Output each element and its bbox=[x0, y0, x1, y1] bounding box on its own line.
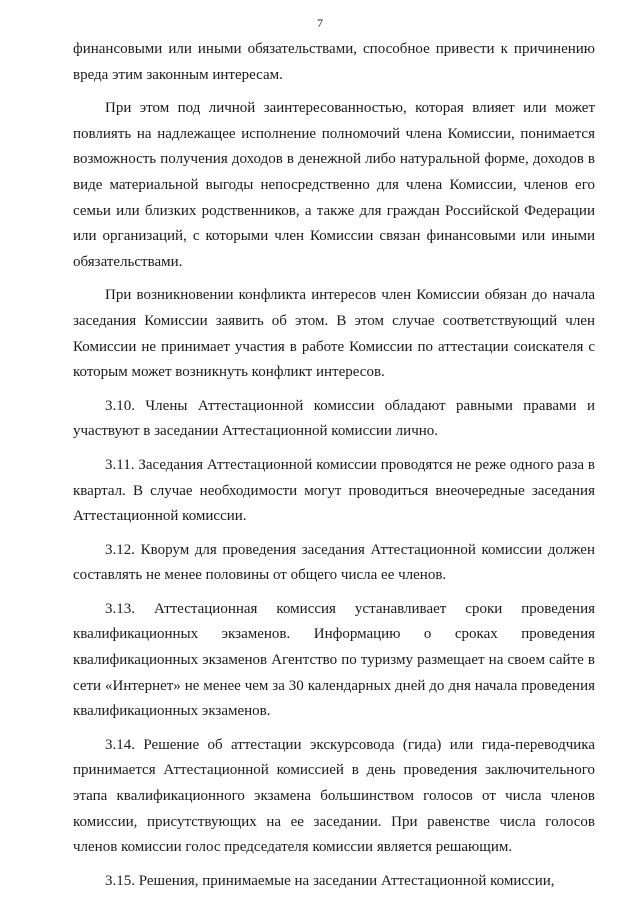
paragraph-3-13: 3.13. Аттестационная комиссия устанавливает сроки проведения квалификационных экзаменов. Информацию о сроках проведения квалификационных экзаменов Агентство по туризму размещает на своем сайте в сети «Интернет» не менее чем за 30 календарных дней до дня начала проведения квалификационных экзаменов. bbox=[73, 600, 595, 720]
paragraph-continuation: финансовыми или иными обязательствами, способное привести к причинению вреда этим законным интересам. bbox=[73, 41, 595, 83]
page-number: 7 bbox=[317, 16, 323, 30]
paragraph-3-15: 3.15. Решения, принимаемые на заседании Аттестационной комиссии, bbox=[105, 872, 555, 889]
paragraph-personal-interest: При этом под личной заинтересованностью, которая влияет или может повлиять на надлежащее исполнение полномочий члена Комиссии, понимается возможность получения доходов в денежной либо натуральной форме, доходов в виде материальной выгоды непосредственно для члена Комиссии, членов его семьи или близких родственников, а также для граждан Российской Федерации или организаций, с которыми член Комиссии связан финансовыми или иными обязательствами. bbox=[73, 100, 595, 270]
paragraph-3-10: 3.10. Члены Аттестационной комиссии обладают равными правами и участвуют в заседании Аттестационной комиссии лично. bbox=[73, 397, 595, 440]
paragraph-3-11: 3.11. Заседания Аттестационной комиссии проводятся не реже одного раза в квартал. В случае необходимости могут проводиться внеочередные заседания Аттестационной комиссии. bbox=[73, 456, 595, 525]
document-body bbox=[73, 37, 595, 902]
paragraph-conflict-of-interest: При возникновении конфликта интересов член Комиссии обязан до начала заседания Комиссии заявить об этом. В этом случае соответствующий член Комиссии не принимает участия в работе Комиссии по аттестации соискателя с которым может возникнуть конфликт интересов. bbox=[73, 287, 595, 381]
paragraph-3-12: 3.12. Кворум для проведения заседания Аттестационной комиссии должен составлять не менее половины от общего числа ее членов. bbox=[73, 541, 595, 584]
paragraph-3-14: 3.14. Решение об аттестации экскурсовода (гида) или гида-переводчика принимается Аттестационной комиссией в день проведения заключительного этапа квалификационного экзамена большинством голосов от числа членов комиссии, присутствующих на ее заседании. При равенстве числа голосов членов комиссии голос председателя комиссии является решающим. bbox=[73, 736, 595, 856]
